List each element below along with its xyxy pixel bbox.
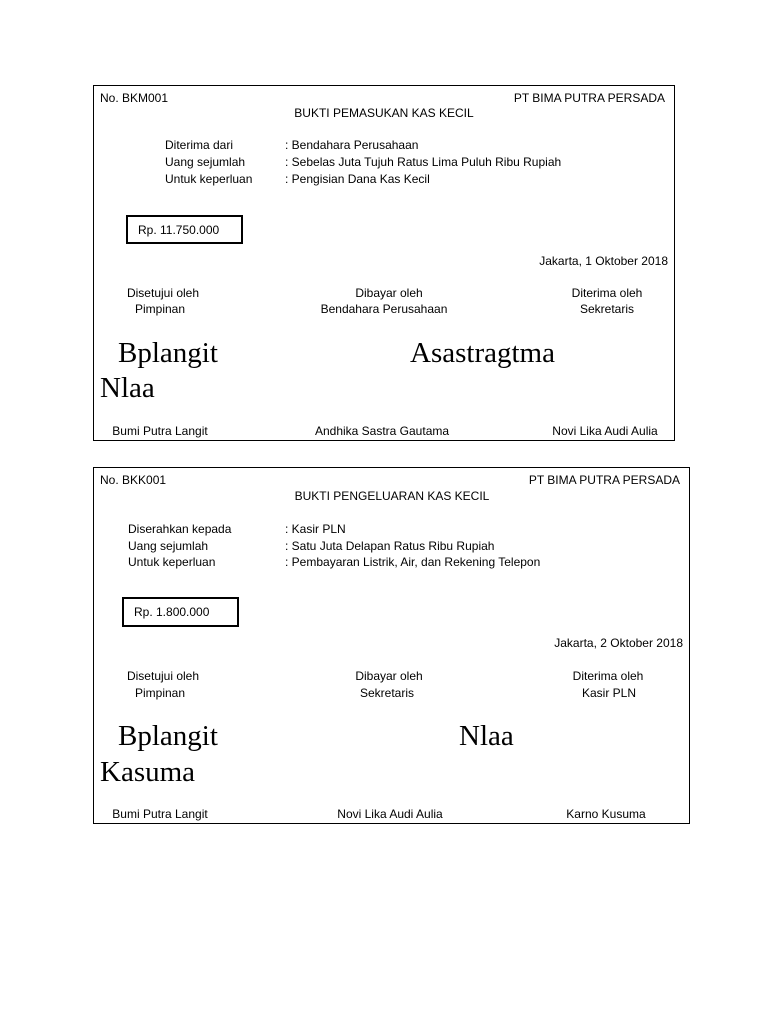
- field-value-purpose: : Pembayaran Listrik, Air, dan Rekening Telepon: [285, 555, 541, 569]
- receipt-voucher-bkm001: [93, 85, 675, 441]
- signer-paid-action: Dibayar oleh: [355, 286, 423, 300]
- field-value-amount-words: : Sebelas Juta Tujuh Ratus Lima Puluh Ribu Rupiah: [285, 155, 562, 169]
- amount-value: Rp. 11.750.000: [138, 222, 220, 237]
- signer-paid-role: Sekretaris: [359, 686, 415, 700]
- signer-approved-action: Disetujui oleh: [126, 286, 200, 300]
- place-date: Jakarta, 1 Oktober 2018: [539, 254, 668, 268]
- signer-paid-role: Bendahara Perusahaan: [320, 302, 448, 316]
- voucher-title: BUKTI PEMASUKAN KAS KECIL: [294, 106, 474, 120]
- signature-receiver: Kasuma: [100, 756, 196, 788]
- field-label-handed-to: Diserahkan kepada: [128, 522, 232, 536]
- place-date: Jakarta, 2 Oktober 2018: [554, 636, 683, 650]
- signer-received-action: Diterima oleh: [571, 286, 643, 300]
- signer-received-action: Diterima oleh: [572, 669, 644, 683]
- signer-received-role: Kasir PLN: [581, 686, 637, 700]
- signer-paid-name: Andhika Sastra Gautama: [314, 424, 450, 438]
- signature-approver: Bplangit: [118, 337, 218, 369]
- voucher-number: No. BKK001: [100, 473, 167, 487]
- field-label-received-from: Diterima dari: [165, 138, 234, 152]
- signer-received-role: Sekretaris: [579, 302, 635, 316]
- field-label-purpose: Untuk keperluan: [165, 172, 253, 186]
- signer-received-name: Novi Lika Audi Aulia: [552, 424, 658, 438]
- signer-approved-role: Pimpinan: [134, 302, 186, 316]
- field-label-purpose: Untuk keperluan: [128, 555, 216, 569]
- field-value-purpose: : Pengisian Dana Kas Kecil: [285, 172, 430, 186]
- signer-approved-role: Pimpinan: [134, 686, 186, 700]
- signer-received-name: Karno Kusuma: [566, 807, 646, 821]
- voucher-title: BUKTI PENGELUARAN KAS KECIL: [294, 489, 490, 503]
- amount-value: Rp. 1.800.000: [134, 605, 210, 619]
- signature-payer: Nlaa: [459, 720, 514, 752]
- company-name: PT BIMA PUTRA PERSADA: [513, 91, 665, 105]
- field-value-amount-words: : Satu Juta Delapan Ratus Ribu Rupiah: [285, 539, 495, 553]
- signer-paid-action: Dibayar oleh: [355, 669, 423, 683]
- signer-approved-name: Bumi Putra Langit: [112, 807, 208, 821]
- field-label-amount-words: Uang sejumlah: [128, 539, 209, 553]
- field-value-handed-to: : Kasir PLN: [285, 522, 346, 536]
- company-name: PT BIMA PUTRA PERSADA: [528, 473, 680, 487]
- signer-paid-name: Novi Lika Audi Aulia: [337, 807, 443, 821]
- amount-box: [122, 597, 239, 627]
- signer-approved-name: Bumi Putra Langit: [112, 424, 208, 438]
- expense-voucher-bkk001: [93, 467, 690, 824]
- field-value-received-from: : Bendahara Perusahaan: [285, 138, 419, 152]
- voucher-number: No. BKM001: [100, 91, 169, 105]
- signature-payer: Asastragtma: [410, 337, 555, 369]
- field-label-amount-words: Uang sejumlah: [165, 155, 246, 169]
- signature-receiver: Nlaa: [100, 372, 155, 404]
- amount-box: [126, 215, 243, 244]
- signature-approver: Bplangit: [118, 720, 218, 752]
- signer-approved-action: Disetujui oleh: [126, 669, 200, 683]
